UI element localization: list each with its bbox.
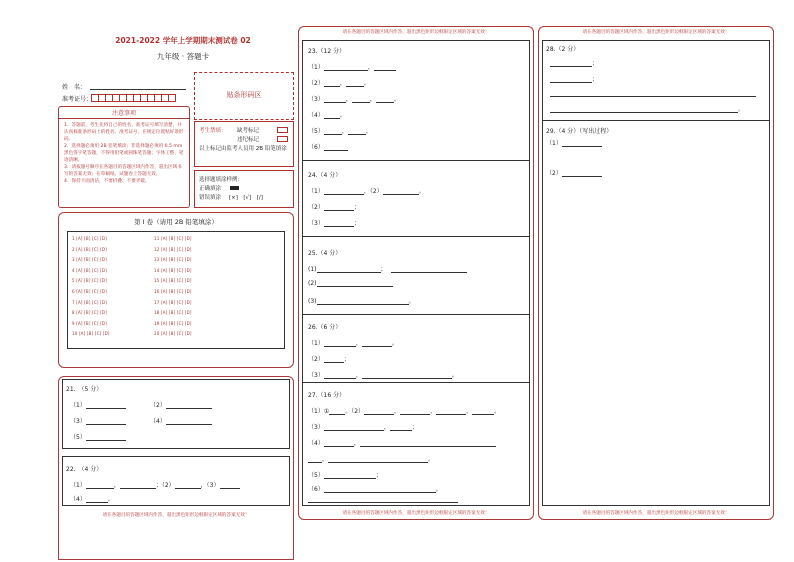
q27-answer-5[interactable] — [324, 472, 376, 479]
col3-top-warning: 请在各题目的答题区域内作答，超出黑色矩形边框限定区域的答案无效！ — [582, 30, 730, 35]
q23-answer-5a[interactable] — [324, 128, 342, 135]
id-label: 准考证号： — [62, 96, 93, 103]
exam-status-label: 考生禁填： — [199, 128, 227, 134]
q23-answer-4[interactable] — [324, 112, 340, 119]
q27-answer-2b[interactable] — [400, 408, 430, 415]
id-cells[interactable] — [92, 94, 176, 102]
q21-part-3: （3） — [70, 418, 86, 425]
q23-comma: ， — [339, 80, 346, 87]
absent-label: 缺考标记 — [237, 128, 260, 134]
q26-title: 26.（6 分） — [308, 324, 342, 331]
choice-row[interactable]: 3 [A] [B] [C] [D] — [72, 257, 107, 263]
q25-answer-1b[interactable] — [391, 266, 467, 273]
choice-row[interactable]: 15 [A] [B] [C] [D] — [154, 278, 192, 284]
exam-title: 2021-2022 学年上学期期末测试卷 02 — [115, 36, 251, 45]
q25-answer-1a[interactable] — [317, 266, 381, 273]
q21-title: 21. （5 分） — [66, 386, 103, 393]
choice-row[interactable]: 9 [A] [B] [C] [D] — [72, 320, 107, 326]
q22-title: 22. （4 分） — [66, 466, 103, 473]
q27-comma: ， — [383, 424, 390, 431]
q23-answer-5b[interactable] — [348, 128, 366, 135]
q23-part-1: （1） — [308, 64, 324, 71]
q23-period: 。 — [363, 80, 370, 87]
q26-part-1: （1） — [308, 340, 324, 347]
q24-answer-2[interactable] — [324, 204, 354, 211]
q28-answer-1[interactable] — [550, 60, 592, 67]
q27-part-2-inline: 。（2） — [345, 408, 365, 415]
q25-period: 。 — [408, 298, 415, 305]
q27-answer-4b[interactable] — [360, 440, 496, 447]
q25-answer-3[interactable] — [317, 298, 409, 305]
q27-answer-4a[interactable] — [324, 440, 354, 447]
q26-semicolon: ； — [343, 356, 350, 363]
q22-answer-1b[interactable] — [120, 482, 156, 489]
q28-period: 。 — [738, 106, 745, 113]
q23-comma: ， — [367, 64, 374, 71]
q23-part-6: （6） — [308, 144, 324, 151]
q29-answer-2[interactable] — [562, 170, 602, 177]
q22-answer-1a[interactable] — [86, 482, 114, 489]
violation-label: 违纪标记 — [237, 137, 260, 143]
q28-semicolon: ； — [592, 76, 599, 83]
q22-part-1: （1） — [70, 482, 86, 489]
q23-part-4: （4） — [308, 112, 324, 119]
q25-title: 25.（4 分） — [308, 250, 342, 257]
choice-row[interactable]: 6 [A] [B] [C] [D] — [72, 289, 107, 294]
choice-row[interactable]: 10 [A] [B] [C] [D] — [72, 331, 110, 337]
q27-period: 。 — [435, 486, 442, 493]
q23-part-2: （2） — [308, 80, 324, 87]
q24-answer-3[interactable] — [324, 220, 354, 227]
q27-comma: ， — [466, 408, 473, 415]
choice-row[interactable]: 12 [A] [B] [C] [D] — [154, 246, 192, 252]
q24-part-3: （3） — [308, 220, 324, 227]
q22-period: 。 — [107, 496, 114, 503]
q26-period: 。 — [451, 372, 458, 379]
choice-row[interactable]: 4 [A] [B] [C] [D] — [72, 267, 107, 273]
q29-part-1: （1） — [546, 140, 562, 147]
q23-part-3: （3） — [308, 96, 324, 103]
q26-period: 。 — [391, 340, 398, 347]
q21-part-4: （4） — [150, 418, 166, 425]
notice-box — [58, 106, 190, 208]
q23-title: 23.（12 分） — [308, 48, 346, 55]
barcode-area — [194, 72, 294, 120]
q23-answer-3a[interactable] — [324, 96, 346, 103]
q23-period: 。 — [365, 128, 372, 135]
q22-answer-3[interactable] — [220, 482, 240, 489]
q26-answer-3a[interactable] — [324, 372, 356, 379]
q22-answer-4[interactable] — [86, 496, 108, 503]
choice-row[interactable]: 18 [A] [B] [C] [D] — [154, 310, 192, 316]
choice-row[interactable]: 16 [A] [B] [C] [D] — [154, 289, 192, 294]
choice-row[interactable]: 17 [A] [B] [C] [D] — [154, 299, 192, 305]
notice-item: 4．保持卡面清洁，不要折叠、不要弄破。 — [64, 179, 150, 184]
q21-part-5: （5） — [70, 434, 86, 441]
exam-status-box — [194, 121, 294, 167]
q23-answer-6[interactable] — [324, 144, 348, 151]
q26-part-2: （2） — [308, 356, 324, 363]
choice-row[interactable]: 19 [A] [B] [C] [D] — [154, 320, 192, 326]
q24-semicolon: ； — [353, 204, 360, 211]
q27-answer-3b[interactable] — [390, 424, 412, 431]
q24-title: 24.（4 分） — [308, 172, 342, 179]
q27-answer-3a[interactable] — [324, 424, 384, 431]
q27-part-4: （4） — [308, 440, 324, 447]
q27-answer-4d[interactable] — [328, 456, 428, 463]
q22-part-4: （4） — [70, 496, 86, 503]
fill-example-box — [194, 170, 294, 208]
notice-title: 注意事项 — [59, 107, 189, 119]
q28-answer-3[interactable] — [550, 90, 756, 97]
col2-bottom-warning: 请在各题目的答题区域内作答，超出黑色矩形边框限定区域的答案无效！ — [342, 511, 490, 516]
q23-answer-3b[interactable] — [352, 96, 370, 103]
divider — [302, 314, 530, 315]
q23-answer-1b[interactable] — [374, 64, 396, 71]
q23-comma: ， — [369, 96, 376, 103]
q27-comma: ， — [322, 456, 329, 463]
q23-comma: ， — [341, 128, 348, 135]
exam-status-note: 以上标记由监考人员用 2B 铅笔填涂 — [199, 146, 287, 152]
q26-comma: ， — [355, 340, 362, 347]
q27-semicolon: ； — [411, 424, 418, 431]
q24-answer-2a[interactable] — [383, 188, 419, 195]
card-subtitle: 九年级 · 答题卡 — [156, 52, 210, 61]
q26-answer-2[interactable] — [324, 356, 344, 363]
q27-comma: ， — [430, 408, 437, 415]
q23-period: 。 — [339, 112, 346, 119]
choice-row[interactable]: 5 [A] [B] [C] [D] — [72, 278, 107, 284]
q23-answer-2b[interactable] — [346, 80, 364, 87]
q26-part-3: （3） — [308, 372, 324, 379]
choice-row[interactable]: 20 [A] [B] [C] [D] — [154, 331, 192, 337]
q22-answer-2[interactable] — [175, 482, 201, 489]
q21-answer-3[interactable] — [86, 418, 126, 425]
q23-period: 。 — [393, 96, 400, 103]
q26-answer-3b[interactable] — [362, 372, 452, 379]
q27-comma: ， — [394, 408, 401, 415]
q23-part-5: （5） — [308, 128, 324, 135]
absent-checkbox[interactable] — [277, 127, 288, 133]
q27-answer-2c[interactable] — [436, 408, 466, 415]
q25-part-3: (3) — [308, 298, 317, 305]
choice-row[interactable]: 11 [A] [B] [C] [D] — [154, 236, 192, 241]
q25-semicolon: ； — [380, 266, 387, 273]
q26-answer-1b[interactable] — [362, 340, 392, 347]
notice-item: 3．请按题号顺序在各题目的答题区域内作答，超出区域书写的答案无效；在草稿纸、试题卷上答题无效。 — [64, 165, 182, 177]
q22-part-2: ；（2） — [155, 482, 175, 489]
wrong-fill-marks: [×] [√] [/] — [229, 195, 263, 201]
name-line[interactable] — [90, 89, 186, 90]
q27-answer-2d[interactable] — [472, 408, 494, 415]
q24-part-1: （1） — [308, 188, 324, 195]
q27-part-1: （1） — [308, 408, 324, 415]
q27-answer-2a[interactable] — [364, 408, 394, 415]
q22-comma: ， — [113, 482, 120, 489]
q29-answer-1[interactable] — [562, 140, 602, 147]
q22-part-3: ，（3） — [200, 482, 220, 489]
q28-semicolon: ； — [592, 60, 599, 67]
q27-semicolon: ； — [375, 472, 382, 479]
q21-answer-2[interactable] — [166, 402, 212, 409]
q25-part-2: (2) — [308, 280, 317, 287]
q27-answer-6[interactable] — [324, 486, 436, 493]
wrong-fill-label: 错误填涂 — [199, 195, 222, 201]
q24-answer-1[interactable] — [324, 188, 364, 195]
fill-example-title: 选择题填涂样例： — [199, 177, 244, 183]
q27-part-6: （6） — [308, 486, 324, 493]
notice-item: 2．选择题必须用 2B 铅笔填涂；非选择题必须用 0.5 mm 黑色签字笔答题，不得用铅笔或圆珠笔答题；字体工整、笔迹清晰。 — [64, 144, 184, 163]
name-label: 姓 名： — [62, 84, 87, 91]
q26-answer-1a[interactable] — [324, 340, 356, 347]
q27-answer-6b[interactable] — [308, 496, 458, 503]
q28-title: 28.（2 分） — [546, 46, 580, 53]
section1-title: 第 I 卷（请用 2B 铅笔填涂） — [134, 218, 218, 226]
correct-fill-mark — [230, 186, 239, 190]
col1-warning: 请在各题目的答题区域内作答，超出黑色矩形边框限定区域的答案无效！ — [102, 513, 250, 518]
notice-item: 1．答题前，考生先将自己的姓名、准考证号填写清楚，并认真核准条形码上的姓名、准考证号，在规定位置贴好条形码。 — [64, 123, 184, 142]
col3-bottom-warning: 请在各题目的答题区域内作答，超出黑色矩形边框限定区域的答案无效！ — [582, 511, 730, 516]
q27-period: 。 — [494, 408, 501, 415]
q23-answer-3c[interactable] — [376, 96, 394, 103]
choice-row[interactable]: 7 [A] [B] [C] [D] — [72, 299, 107, 305]
q21-answer-4[interactable] — [166, 418, 212, 425]
divider — [542, 120, 770, 121]
q21-answer-1[interactable] — [86, 402, 126, 409]
choice-row[interactable]: 2 [A] [B] [C] [D] — [72, 246, 107, 252]
q27-answer-1[interactable] — [329, 408, 345, 415]
q21-answer-5[interactable] — [86, 434, 126, 441]
q27-part-3: （3） — [308, 424, 324, 431]
q24-part-2: （2） — [308, 204, 324, 211]
q28-answer-2[interactable] — [550, 76, 592, 83]
q29-title: 29.（4 分）（写出过程） — [546, 128, 613, 135]
q27-part-5: （5） — [308, 472, 324, 479]
violation-checkbox[interactable] — [277, 136, 288, 142]
q27-comma: ， — [353, 440, 360, 447]
q24-semicolon: ； — [353, 220, 360, 227]
q24-part-2-inline: ，（2） — [363, 188, 383, 195]
choice-row[interactable]: 14 [A] [B] [C] [D] — [154, 267, 192, 273]
q23-answer-2a[interactable] — [324, 80, 340, 87]
q29-part-2: （2） — [546, 170, 562, 177]
q26-comma: ， — [355, 372, 362, 379]
divider — [302, 236, 530, 237]
choice-row[interactable]: 1 [A] [B] [C] [D] — [72, 236, 107, 241]
q27-answer-4c[interactable] — [308, 456, 322, 463]
choice-row[interactable]: 8 [A] [B] [C] [D] — [72, 310, 107, 316]
q27-circle-one: ① — [323, 408, 330, 415]
q27-period: 。 — [428, 456, 435, 463]
q27-title: 27.（16 分） — [308, 392, 346, 399]
q28-answer-4[interactable] — [550, 106, 738, 113]
barcode-label: 贴条形码区 — [226, 91, 262, 99]
q25-answer-2[interactable] — [317, 280, 393, 287]
q21-part-1: （1） — [70, 402, 86, 409]
correct-fill-label: 正确填涂 — [199, 186, 222, 192]
q23-comma: ， — [345, 96, 352, 103]
q24-period: 。 — [418, 188, 425, 195]
q21-part-2: （2） — [150, 402, 166, 409]
divider — [302, 160, 530, 161]
choice-row[interactable]: 13 [A] [B] [C] [D] — [154, 257, 192, 263]
col2-top-warning: 请在各题目的答题区域内作答，超出黑色矩形边框限定区域的答案无效！ — [342, 30, 490, 35]
q23-answer-1a[interactable] — [324, 64, 368, 71]
q25-part-1: (1) — [308, 266, 317, 273]
divider — [302, 382, 530, 383]
